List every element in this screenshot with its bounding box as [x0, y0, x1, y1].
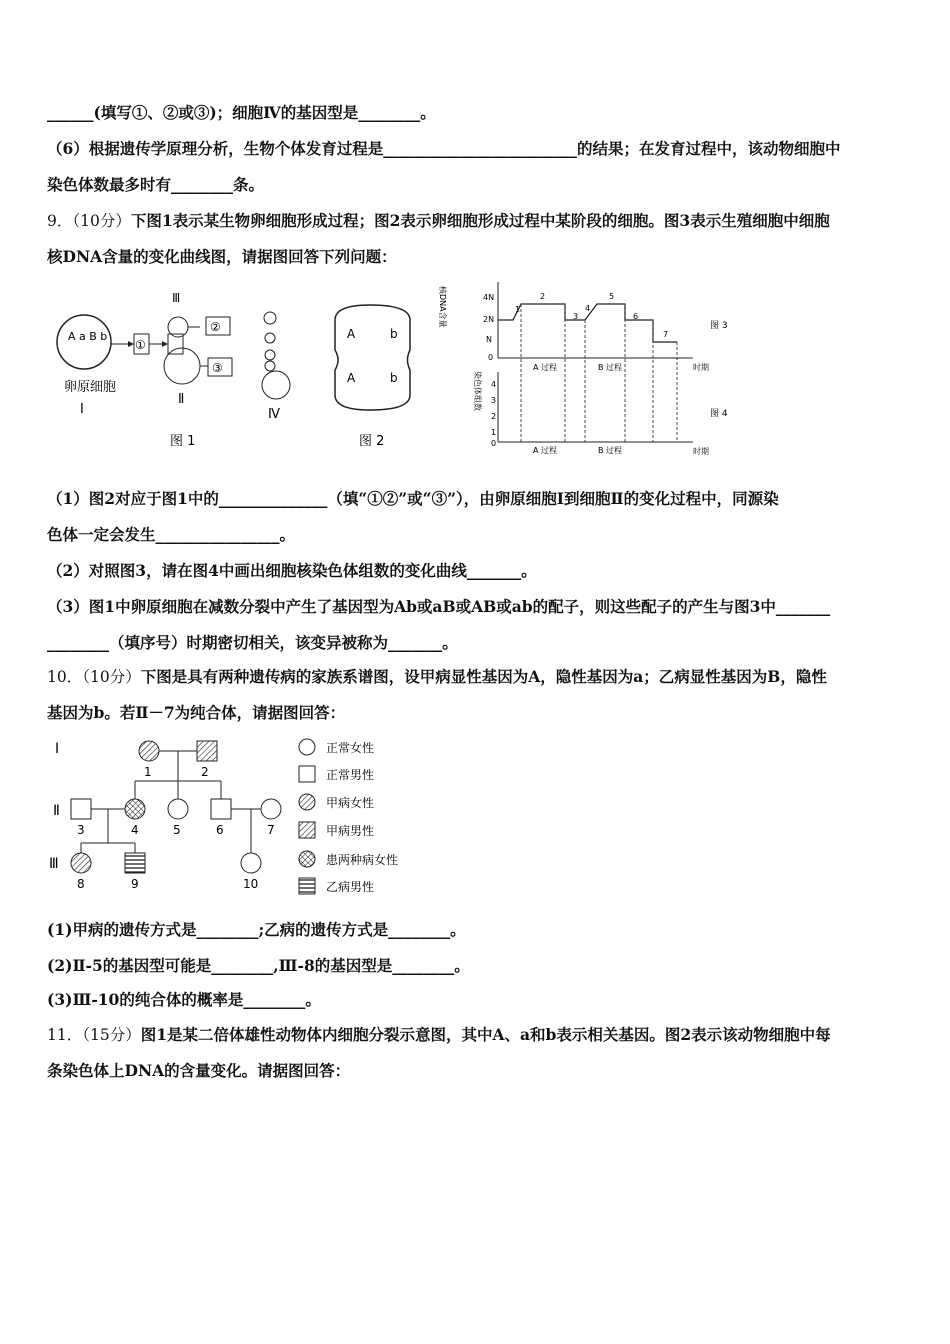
svg-text:7: 7 — [267, 823, 275, 837]
svg-text:1: 1 — [144, 765, 152, 779]
svg-text:b: b — [390, 327, 398, 341]
svg-text:4: 4 — [491, 380, 497, 389]
roman-IV: Ⅳ — [268, 407, 280, 422]
svg-text:3: 3 — [77, 823, 85, 837]
svg-text:5: 5 — [173, 823, 181, 837]
fig3-ylabel: 核DNA含量 — [438, 286, 447, 328]
q10-stem-1: 10．（10分）下图是具有两种遗传病的家族系谱图，设甲病显性基因为A，隐性基因为a；乙病显性基因为B，隐性 — [47, 667, 827, 686]
svg-text:时期: 时期 — [693, 447, 709, 456]
legend-normal-male: 正常男性 — [326, 768, 375, 782]
figure-1-label: 图 1 — [170, 434, 196, 449]
q11-stem-1: 11．（15分）图1是某二倍体雄性动物体内细胞分裂示意图，其中A、a和b表示相关基因。图2表示该动物细胞中每 — [47, 1025, 831, 1044]
legend-normal-female: 正常女性 — [326, 741, 375, 755]
box-2: ② — [210, 320, 221, 334]
legend-b-male: 乙病男性 — [326, 880, 375, 894]
q10-number: 10．（10分） — [47, 668, 141, 686]
svg-text:N: N — [486, 335, 492, 344]
svg-text:A 过程: A 过程 — [533, 363, 558, 372]
svg-text:5: 5 — [609, 292, 615, 301]
q11-stem-2: 条染色体上DNA的含量变化。请据图回答： — [47, 1061, 351, 1080]
svg-text:0: 0 — [488, 353, 494, 362]
svg-text:2: 2 — [540, 292, 546, 301]
gen-I: Ⅰ — [55, 741, 60, 757]
legend-a-male: 甲病男性 — [326, 824, 375, 838]
text-line-3: 染色体数最多时有________条。 — [47, 175, 265, 194]
svg-text:3: 3 — [573, 312, 579, 321]
svg-text:1: 1 — [491, 428, 497, 437]
roman-II: Ⅱ — [178, 392, 185, 407]
svg-text:4N: 4N — [483, 293, 495, 302]
cell-label: 卵原细胞 — [64, 380, 117, 395]
svg-text:0: 0 — [491, 439, 497, 448]
text-line-1: ______(填写①、②或③)；细胞Ⅳ的基因型是________。 — [47, 103, 436, 122]
q9-stem-2: 核DNA含量的变化曲线图，请据图回答下列问题： — [47, 247, 397, 266]
pedigree-chart — [45, 735, 445, 895]
svg-text:9: 9 — [131, 877, 139, 891]
svg-text:2: 2 — [491, 412, 497, 421]
svg-text:3: 3 — [491, 396, 497, 405]
genes-label: A a B b — [68, 330, 108, 343]
text-line-2: （6）根据遗传学原理分析，生物个体发育过程是_________________________的结果；在发育过程中，该动物细胞中 — [47, 139, 841, 158]
svg-text:6: 6 — [216, 823, 224, 837]
roman-III: Ⅲ — [172, 291, 181, 305]
fig4-ylabel: 染色体组数 — [473, 371, 482, 411]
box-1: ① — [135, 338, 146, 352]
svg-text:b: b — [390, 371, 398, 385]
svg-text:1: 1 — [515, 305, 521, 314]
q10-part1: (1)甲病的遗传方式是________;乙病的遗传方式是________。 — [47, 920, 466, 939]
svg-text:A 过程: A 过程 — [533, 446, 558, 455]
svg-text:2N: 2N — [483, 315, 495, 324]
q11-number: 11．（15分） — [47, 1026, 141, 1044]
svg-text:A: A — [347, 327, 356, 341]
legend-a-female: 甲病女性 — [326, 796, 375, 810]
q9-part3-b: ________（填序号）时期密切相关，该变异被称为_______。 — [47, 633, 458, 652]
figure-3-4 — [438, 272, 745, 462]
figure-4-label: 图 4 — [710, 409, 728, 419]
figure-2 — [325, 300, 425, 455]
q9-part3-a: （3）图1中卵原细胞在减数分裂中产生了基因型为Ab或aB或AB或ab的配子，则这些配子的产生与图3中_______ — [47, 597, 831, 616]
svg-text:A: A — [347, 371, 356, 385]
svg-text:7: 7 — [663, 330, 669, 339]
q10-part3: (3)Ⅲ-10的纯合体的概率是________。 — [47, 990, 321, 1009]
q9-stem-1: 9．（10分）下图1表示某生物卵细胞形成过程；图2表示卵细胞形成过程中某阶段的细胞。图3表示生殖细胞中细胞 — [47, 211, 830, 230]
svg-text:2: 2 — [201, 765, 209, 779]
q9-part1-a: （1）图2对应于图1中的______________（填“①②”或“③”），由卵原细胞Ⅰ到细胞Ⅱ的变化过程中，同源染 — [47, 489, 779, 508]
figure-1 — [50, 285, 310, 460]
roman-I: Ⅰ — [80, 402, 84, 417]
svg-text:时期: 时期 — [693, 363, 709, 372]
gen-III: Ⅲ — [49, 856, 59, 872]
q9-part2: （2）对照图3，请在图4中画出细胞核染色体组数的变化曲线_______。 — [47, 561, 537, 580]
gen-II: Ⅱ — [53, 803, 60, 819]
q10-part2: (2)Ⅱ-5的基因型可能是________,Ⅲ-8的基因型是________。 — [47, 956, 470, 975]
svg-text:10: 10 — [243, 877, 259, 891]
legend-both-female: 患两种病女性 — [326, 853, 399, 867]
svg-text:8: 8 — [77, 877, 85, 891]
svg-text:4: 4 — [131, 823, 139, 837]
svg-text:6: 6 — [633, 312, 639, 321]
box-3: ③ — [212, 361, 223, 375]
q9-part1-b: 色体一定会发生________________。 — [47, 525, 296, 544]
svg-text:B 过程: B 过程 — [598, 363, 623, 372]
svg-text:B 过程: B 过程 — [598, 446, 623, 455]
figure-3-label: 图 3 — [710, 321, 728, 331]
q9-number: 9．（10分） — [47, 212, 131, 230]
q10-stem-2: 基因为b。若Ⅱ－7为纯合体，请据图回答： — [47, 703, 346, 722]
figure-2-label: 图 2 — [359, 434, 385, 449]
svg-text:4: 4 — [585, 304, 591, 313]
